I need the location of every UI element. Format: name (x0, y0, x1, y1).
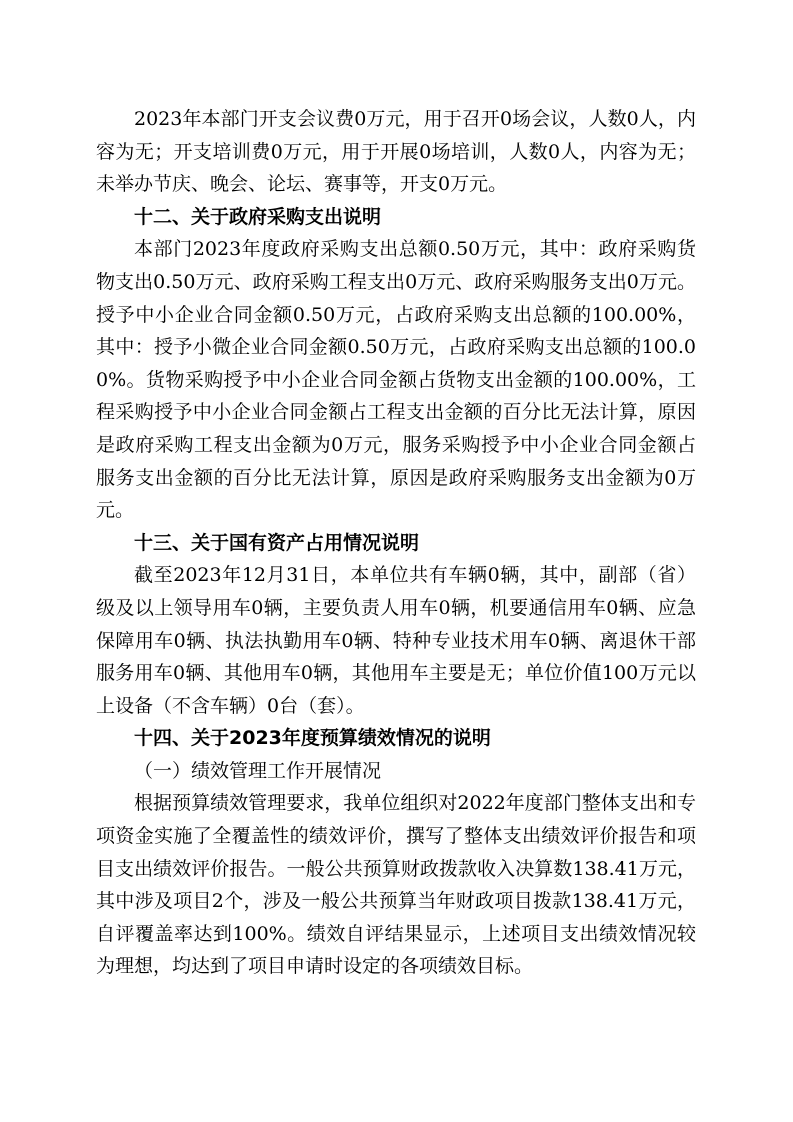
section-heading-assets: 十三、关于国有资产占用情况说明 (134, 531, 420, 554)
paragraph-performance: 根据预算绩效管理要求，我单位组织对2022年度部门整体支出和专项资金实施了全覆盖性的绩效评价，撰写了整体支出绩效评价报告和项目支出绩效评价报告。一般公共预算财政拨款收入决算数138.41万元，其中涉及项目2个，涉及一般公共预算当年财政项目拨款138.41万元，自评覆盖率达到100%。绩效自评结果显示，上述项目支出绩效情况较为理想，均达到了项目申请时设定的各项绩效目标。 (96, 792, 696, 978)
paragraph-procurement: 本部门2023年度政府采购支出总额0.50万元，其中：政府采购货物支出0.50万元、政府采购工程支出0万元、政府采购服务支出0万元。授予中小企业合同金额0.50万元，占政府采购支出总额的100.00%，其中：授予小微企业合同金额0.50万元，占政府采购支出总额的100.00%。货物采购授予中小企业合同金额占货物支出金额的100.00%，工程采购授予中小企业合同金额占工程支出金额的百分比无法计算，原因是政府采购工程支出金额为0万元，服务采购授予中小企业合同金额占服务支出金额的百分比无法计算，原因是政府采购服务支出金额为0万元。 (96, 238, 696, 522)
section-heading-procurement: 十二、关于政府采购支出说明 (134, 205, 382, 228)
document-body (96, 103, 696, 983)
paragraph-meeting-training: 2023年本部门开支会议费0万元，用于召开0场会议，人数0人，内容为无；开支培训费0万元，用于开展0场培训，人数0人，内容为无；未举办节庆、晚会、论坛、赛事等，开支0万元。 (96, 108, 696, 196)
section-heading-performance: 十四、关于2023年度预算绩效情况的说明 (134, 727, 491, 750)
paragraph-assets: 截至2023年12月31日，本单位共有车辆0辆，其中，副部（省）级及以上领导用车0辆，主要负责人用车0辆，机要通信用车0辆、应急保障用车0辆、执法执勤用车0辆、特种专业技术用车0辆、离退休干部服务用车0辆、其他用车0辆，其他用车主要是无；单位价值100万元以上设备（不含车辆）0台（套）。 (96, 564, 696, 717)
subsection-heading-performance-management: （一）绩效管理工作开展情况 (134, 759, 382, 782)
